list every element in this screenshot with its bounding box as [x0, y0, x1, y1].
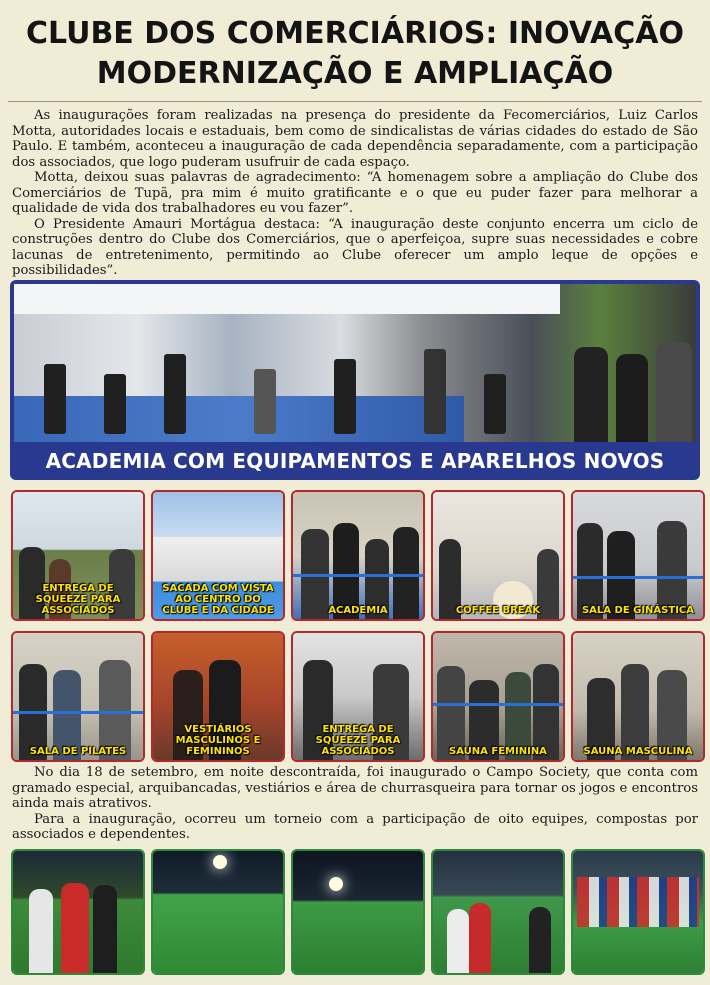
- caption-female-sauna: SAUNA FEMININA: [449, 746, 547, 757]
- photo-squeeze-delivery-gym: [291, 631, 425, 762]
- caption-squeeze-delivery: ENTREGA DE SQUEEZE PARA ASSOCIADOS: [35, 583, 121, 616]
- caption-balcony: SACADA COM VISTA AO CENTRO DO CLUBE E DA CIDADE: [162, 583, 274, 616]
- caption-coffee-break: COFFEE BREAK: [455, 605, 541, 616]
- closing-text: [12, 765, 698, 843]
- photo-male-sauna: [571, 631, 705, 762]
- photo-balcony: [151, 490, 285, 621]
- title-divider: [8, 101, 702, 102]
- intro-text: [12, 108, 698, 279]
- gym-hero-panel: [10, 280, 700, 480]
- intro-paragraph: As inaugurações foram realizadas na presença do presidente da Fecomerciários, Luiz Carlos Motta, autoridades locais e estaduais, bem como de sindicalistas de várias cidades do estado de São Paulo. E também, aconteceu a inauguração de cada dependência separadamente, com a participação dos associados, que logo puderam usufruir de cada espaço.: [12, 108, 698, 170]
- closing-paragraph: Para a inauguração, ocorreu um torneio com a participação de oito equipes, compostas por associados e dependentes.: [12, 811, 698, 842]
- article-title: [0, 14, 710, 94]
- intro-paragraph: Motta, deixou suas palavras de agradecimento: “A homenagem sobre a ampliação do Clube dos Comerciários de Tupã, pra mim é muito gratificante e o que eu puder fazer para melhorar a qualidade de vida dos trabalhadores eu vou fazer”.: [12, 170, 698, 216]
- photo-society-field-players: [11, 849, 145, 975]
- photo-society-field-match-2: [291, 849, 425, 975]
- photo-pilates-room: [11, 631, 145, 762]
- photo-society-field-match-1: [151, 849, 285, 975]
- gym-banner-caption: ACADEMIA COM EQUIPAMENTOS E APARELHOS NOVOS: [45, 449, 665, 473]
- photo-gymnastics-room: [571, 490, 705, 621]
- caption-male-sauna: SAUNA MASCULINA: [583, 746, 693, 757]
- photo-locker-rooms: [151, 631, 285, 762]
- intro-paragraph: O Presidente Amauri Mortágua destaca: “A inauguração deste conjunto encerra um ciclo de construções dentro do Clube dos Comerciários, que o aperfeiçoa, supre suas necessidades e cobre lacunas de entretenimento, permitindo ao Clube oferecer um amplo leque de opções e possibilidades”.: [12, 216, 698, 278]
- photo-squeeze-delivery: [11, 490, 145, 621]
- caption-gymnastics-room: SALA DE GINÁSTICA: [581, 605, 694, 616]
- gym-photo: [14, 284, 696, 442]
- caption-squeeze-delivery-gym: ENTREGA DE SQUEEZE PARA ASSOCIADOS: [315, 724, 401, 757]
- photo-coffee-break: [431, 490, 565, 621]
- photo-society-field-teams: [571, 849, 705, 975]
- photo-female-sauna: [431, 631, 565, 762]
- closing-paragraph: No dia 18 de setembro, em noite descontraída, foi inaugurado o Campo Society, que conta com gramado especial, arquibancadas, vestiários e área de churrasqueira para tornar os jogos e encontros ainda mais atrativos.: [12, 765, 698, 811]
- article-title-line-2: MODERNIZAÇÃO E AMPLIAÇÃO: [96, 56, 614, 91]
- caption-locker-rooms: VESTIÁRIOS MASCULINOS E FEMININOS: [175, 724, 261, 757]
- caption-pilates-room: SALA DE PILATES: [29, 746, 127, 757]
- caption-gym: ACADEMIA: [328, 605, 388, 616]
- article-title-line-1: CLUBE DOS COMERCIÁRIOS: INOVAÇÃO: [26, 16, 684, 51]
- photo-society-field-match-3: [431, 849, 565, 975]
- photo-gym-ribbon: [291, 490, 425, 621]
